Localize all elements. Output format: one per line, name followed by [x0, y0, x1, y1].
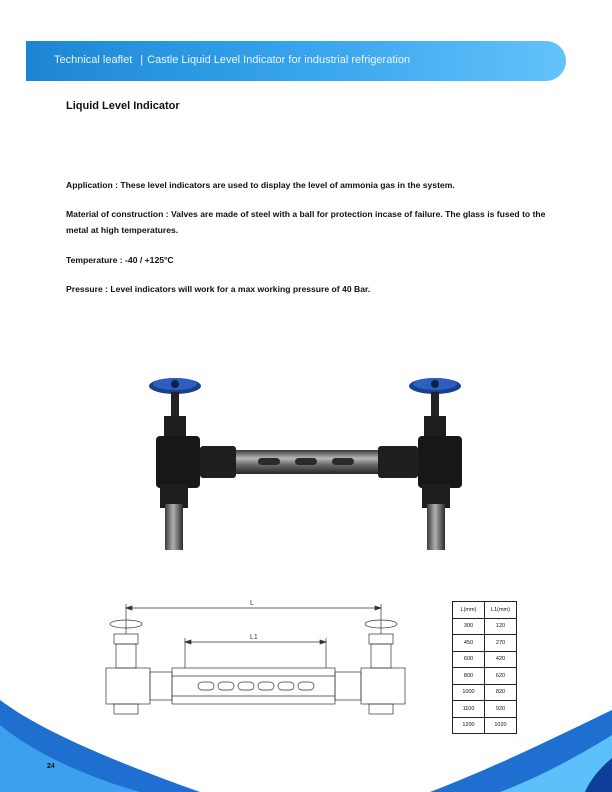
cell-L1: 1020: [485, 717, 517, 734]
left-fitting: [200, 446, 236, 478]
table-row: [453, 635, 517, 652]
dimension-L1-label: L1: [250, 634, 258, 641]
right-fitting: [378, 446, 418, 478]
table-row: [453, 717, 517, 734]
page-title: Liquid Level Indicator: [66, 100, 180, 112]
page-number: 24: [47, 763, 55, 770]
table-row: [453, 668, 517, 685]
cell-L: 800: [453, 668, 485, 685]
technical-drawing: [98, 598, 438, 720]
table-row: [453, 618, 517, 635]
cell-L: 600: [453, 651, 485, 668]
spec-application: Application : These level indicators are used to display the level of ammonia gas in the system.: [66, 180, 455, 190]
cell-L1: 270: [485, 635, 517, 652]
cell-L: 300: [453, 618, 485, 635]
product-photo: [138, 372, 474, 552]
cell-L: 1200: [453, 717, 485, 734]
left-valve: [149, 378, 201, 550]
header-separator: |: [140, 54, 144, 66]
table-row: [453, 684, 517, 701]
table-row: [453, 651, 517, 668]
dimension-table: [452, 601, 517, 734]
header-text: [54, 54, 410, 66]
table-row: [453, 701, 517, 718]
col-header-L1: L1(mm): [485, 602, 517, 619]
cell-L1: 920: [485, 701, 517, 718]
table-header-row: [453, 602, 517, 619]
dimension-L-label: L: [250, 600, 254, 607]
cell-L: 1100: [453, 701, 485, 718]
section-name: Technical leaflet: [54, 54, 133, 66]
cell-L1: 120: [485, 618, 517, 635]
spec-pressure: Pressure : Level indicators will work for a max working pressure of 40 Bar.: [66, 284, 371, 294]
header-subtitle: Castle Liquid Level Indicator for industrial refrigeration: [147, 54, 411, 66]
col-header-L: L(mm): [453, 602, 485, 619]
spec-material: Material of construction : Valves are made of steel with a ball for protection incase of failure. The glass is fused to the metal at high temperatures.: [66, 209, 546, 235]
cell-L: 1000: [453, 684, 485, 701]
cell-L1: 620: [485, 668, 517, 685]
cell-L: 450: [453, 635, 485, 652]
cell-L1: 420: [485, 651, 517, 668]
cell-L1: 820: [485, 684, 517, 701]
spec-temperature: Temperature : -40 / +125°C: [66, 255, 174, 265]
